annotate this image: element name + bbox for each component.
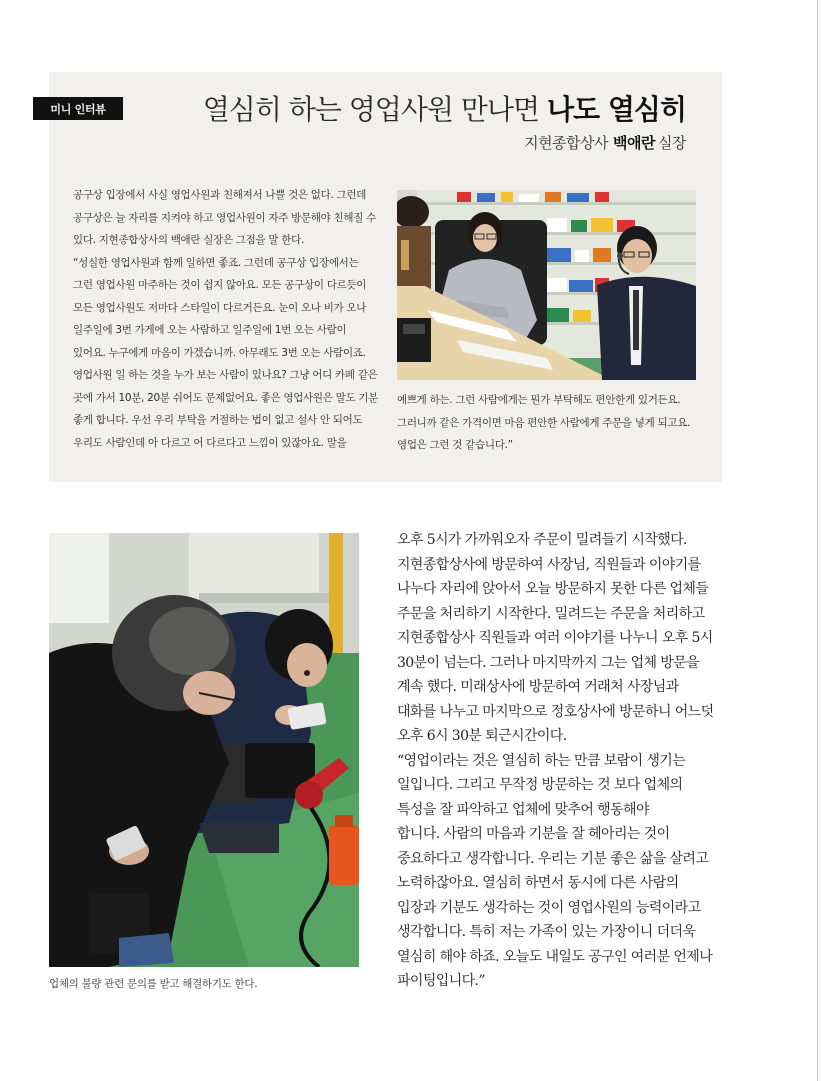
article-body (397, 528, 714, 994)
store-interior-photo (397, 190, 696, 380)
interview-line: 모든 영업사원도 저마다 스타일이 다르거든요. 눈이 오나 비가 오나 (73, 301, 367, 314)
interview-line: 좋게 합니다. 우선 우리 부탁을 거절하는 법이 없고 설사 안 되어도 (73, 414, 363, 426)
body-line: 나누다 자리에 앉아서 오늘 방문하지 못한 다른 업체들 (397, 581, 709, 597)
subtitle-name: 백애란 (613, 134, 656, 152)
title-light-part: 열심히 하는 영업사원 만나면 (202, 93, 539, 126)
body-line: 오후 6시 30분 퇴근시간이다. (397, 728, 567, 744)
interview-line: 있다. 지현종합상사의 백애란 실장은 그점을 말 한다. (73, 234, 305, 246)
interview-left-column (73, 184, 378, 454)
body-line: 생각합니다. 특히 저는 가족이 있는 가장이니 더더욱 (397, 924, 696, 940)
body-line: 오후 5시가 가까워오자 주문이 밀려들기 시작했다. (397, 532, 687, 548)
body-line: 대화를 나누고 마지막으로 정호상사에 방문하니 어느덧 (397, 703, 714, 720)
photo-caption: 업체의 불량 관련 문의를 받고 해결하기도 한다. (49, 978, 258, 990)
body-line: 30분이 넘는다. 그러나 마지막까지 그는 업체 방문을 (397, 654, 700, 671)
subtitle-company: 지현종합상사 (524, 134, 609, 152)
interview-line: 영업사원 일 하는 것을 누가 보는 사람이 있나요? 그냥 어디 카페 같은 (73, 369, 378, 381)
interview-line: 그러니까 같은 가격이면 마음 편안한 사람에게 주문을 넣게 되고요. (397, 416, 691, 429)
body-line: 주문을 처리하기 시작한다. 밀려드는 주문을 처리하고 (397, 605, 705, 622)
interview-line: 영업은 그런 것 같습니다.” (397, 439, 513, 451)
body-line: 열심히 해야 하죠. 오늘도 내일도 공구인 여러분 언제나 (397, 948, 713, 965)
subtitle-role: 실장 (658, 134, 686, 152)
page-edge-line (817, 0, 818, 1081)
body-line: 합니다. 사람의 마음과 기분을 잘 헤아리는 것이 (397, 826, 670, 842)
body-line: 계속 했다. 미래상사에 방문하여 거래처 사장님과 (397, 679, 679, 695)
body-line: 지현종합상사 직원들과 여러 이야기를 나누니 오후 5시 (397, 630, 713, 646)
body-line: 일입니다. 그리고 무작정 방문하는 것 보다 업체의 (397, 777, 683, 793)
interview-line: 예쁘게 하는. 그런 사람에게는 뭔가 부탁해도 편안한게 있거든요. (397, 394, 681, 406)
body-line: 특성을 잘 파악하고 업체에 맞추어 행동해야 (397, 801, 649, 818)
interview-line: 곳에 가서 10분, 20분 쉬어도 문제없어요. 좋은 영업사원은 말도 기분 (73, 391, 379, 404)
interview-line: 일주일에 3번 가게에 오는 사람하고 일주일에 1번 오는 사람이 (73, 324, 347, 336)
body-line: 파이팅입니다.” (397, 973, 485, 989)
body-line: 지현종합상사에 방문하여 사장님, 직원들과 이야기를 (397, 556, 701, 573)
body-line: 입장과 기분도 생각하는 것이 영업사원의 능력이라고 (397, 899, 701, 916)
interview-line: 우리도 사람인데 아 다르고 어 다르다고 느낌이 있잖아요. 말을 (73, 436, 347, 449)
body-line: 중요하다고 생각합니다. 우리는 기분 좋은 삶을 살려고 (397, 850, 709, 867)
interview-right-column (397, 389, 690, 457)
on-site-visit-photo (49, 533, 359, 967)
interview-line: 그런 영업사원 마주하는 것이 쉽지 않아요. 모든 공구상이 다르듯이 (73, 279, 367, 291)
article-subtitle (524, 133, 686, 153)
interview-line: 있어요. 누구에게 마음이 가겠습니까. 아무래도 3번 오는 사람이죠. (73, 346, 366, 359)
section-badge: 미니 인터뷰 (33, 97, 123, 120)
body-line: “영업이라는 것은 열심히 하는 만큼 보람이 생기는 (397, 752, 686, 769)
body-line: 노력하잖아요. 열심히 하면서 동시에 다른 사람의 (397, 875, 679, 891)
article-title (203, 92, 686, 128)
title-bold-part: 나도 열심히 (547, 93, 686, 126)
interview-line: “성실한 영업사원과 함께 일하면 좋죠. 그런데 공구상 입장에서는 (73, 256, 359, 269)
interview-line: 공구상 입장에서 사실 영업사원과 친해져서 나쁠 것은 없다. 그런데 (73, 189, 367, 201)
interview-line: 공구상은 늘 자리를 지켜야 하고 영업사원이 자주 방문해야 친해질 수 (73, 211, 376, 224)
